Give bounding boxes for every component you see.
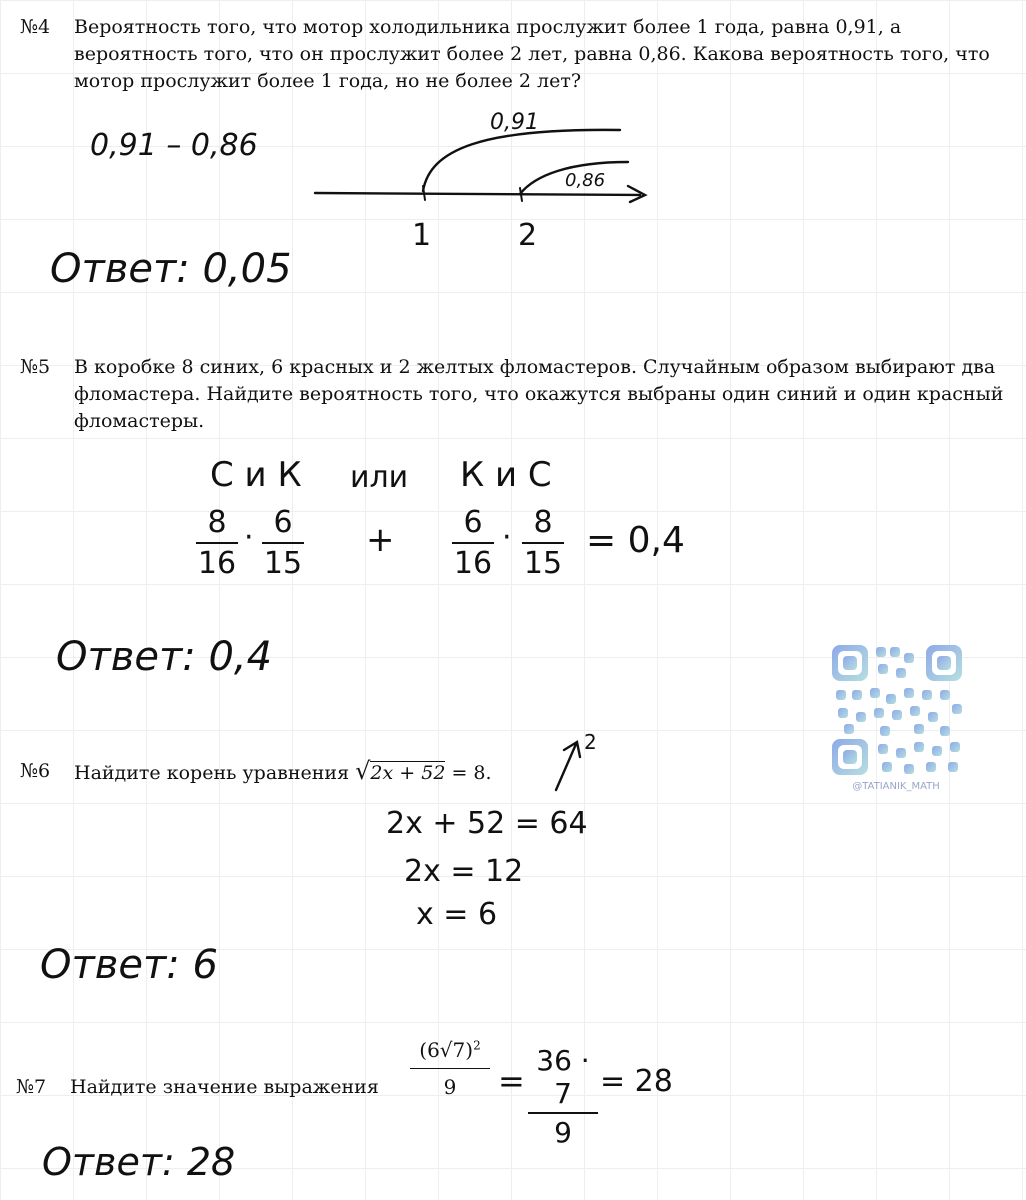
- expression-denominator: 9: [443, 1075, 457, 1099]
- problem-text: В коробке 8 синих, 6 красных и 2 желтых фломастеров. Случайным образом выбирают два фломастера. Найдите вероятность того, что окажутся выбраны один синий и один красный фломастеры.: [74, 356, 1004, 432]
- denominator: 16: [453, 546, 493, 581]
- problem-text-before: Найдите корень уравнения: [74, 762, 350, 784]
- denominator: 16: [197, 546, 237, 581]
- problem-number: №4: [20, 16, 51, 38]
- result: = 0,4: [586, 520, 685, 561]
- problem-text: Найдите значение выражения: [70, 1076, 379, 1098]
- answer: Ответ: 0,4: [56, 634, 273, 680]
- numerator: 8: [207, 505, 227, 540]
- radicand: 2x + 52: [370, 762, 446, 784]
- problem-number: №7: [16, 1076, 47, 1098]
- problem-text-after: = 8.: [451, 762, 492, 784]
- result: = 28: [600, 1064, 673, 1099]
- problem-number: №5: [20, 356, 51, 378]
- answer: Ответ: 28: [42, 1140, 236, 1184]
- numerator: 36 · 7: [536, 1044, 590, 1110]
- watermark: @TATIANIK_MATH: [852, 781, 940, 792]
- denominator: 15: [263, 546, 303, 581]
- fraction-bar: [410, 1068, 490, 1069]
- handwritten-heading-right: К и С: [460, 455, 552, 495]
- numerator: 6: [463, 505, 483, 540]
- power-label: 2: [584, 730, 597, 754]
- expression-fraction: [410, 1038, 490, 1099]
- handwritten-heading-left: С и К: [210, 455, 302, 495]
- answer: Ответ: 6: [40, 942, 218, 988]
- problem-number: №6: [20, 760, 51, 782]
- numerator: 6: [273, 505, 293, 540]
- denominator: 9: [554, 1116, 572, 1149]
- plus-sign: +: [366, 520, 395, 560]
- fraction-bar: [528, 1112, 598, 1114]
- multiply-dot: ·: [502, 520, 512, 555]
- expression-numerator: $(6√7)^2$: [419, 1038, 481, 1062]
- tick-label-1: 1: [412, 218, 432, 253]
- arc-label-top: 0,91: [490, 110, 539, 135]
- handwritten-work: 0,91 – 0,86: [90, 128, 258, 163]
- step-1: 2x + 52 = 64: [386, 806, 588, 841]
- exponent: 2: [473, 1038, 481, 1053]
- equals-sign: =: [498, 1062, 525, 1100]
- handwritten-heading-mid: или: [350, 460, 409, 495]
- numerator: 8: [533, 505, 553, 540]
- step-2: 2x = 12: [404, 854, 524, 889]
- answer: Ответ: 0,05: [50, 246, 292, 292]
- tick-label-2: 2: [518, 218, 538, 253]
- arc-label-bottom: 0,86: [565, 170, 606, 191]
- denominator: 15: [523, 546, 563, 581]
- problem-text: Вероятность того, что мотор холодильника прослужит более 1 года, равна 0,91, а вероятность того, что он прослужит более 2 лет, равна 0,86. Какова вероятность того, что мотор прослужит более 1 года, но не более 2 лет?: [74, 16, 990, 92]
- handwritten-fraction: [528, 1044, 598, 1149]
- radical-sign: √: [355, 757, 371, 785]
- step-3: x = 6: [416, 897, 498, 932]
- multiply-dot: ·: [244, 520, 254, 555]
